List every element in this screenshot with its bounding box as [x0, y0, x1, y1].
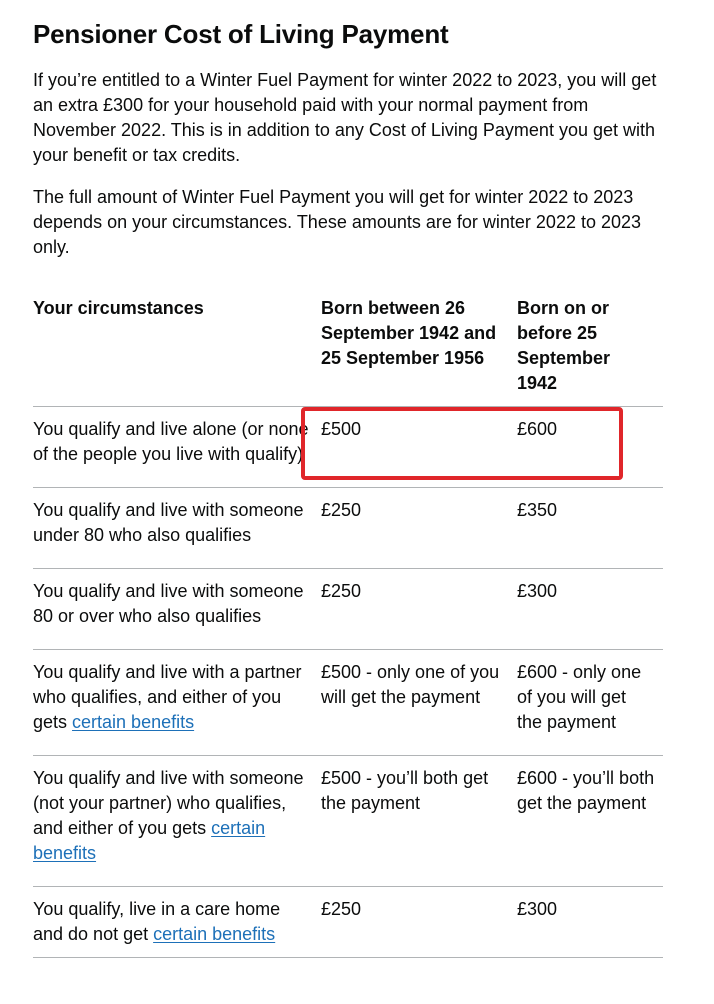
- amount-before-cell: £300: [517, 887, 663, 958]
- table-row: [33, 488, 663, 569]
- amount-between-cell: £250: [321, 488, 517, 569]
- amounts-paragraph: The full amount of Winter Fuel Payment you will get for winter 2022 to 2023 depends on your circumstances. These amounts are for winter 2022 to 2023 only.: [33, 187, 642, 257]
- highlight-annotation-box: [301, 407, 623, 480]
- intro-paragraph: If you’re entitled to a Winter Fuel Payment for winter 2022 to 2023, you will get an extra £300 for your household paid with your normal payment from November 2022. This is in addition to any Cost of Living Payment you get with your benefit or tax credits.: [33, 70, 657, 165]
- page-content: [33, 16, 663, 958]
- circumstance-cell: You qualify and live alone (or none of the people you live with qualify): [33, 407, 321, 488]
- amount-before-cell: £600 - you’ll both get the payment: [517, 756, 663, 887]
- circumstance-text: You qualify and live with a partner who qualifies, and either of you gets: [33, 662, 302, 732]
- circumstance-cell: [33, 887, 321, 958]
- circumstance-text: You qualify and live with someone (not your partner) who qualifies, and either of you gets: [33, 768, 304, 838]
- circumstance-cell: You qualify and live with someone under 80 who also qualifies: [33, 488, 321, 569]
- circumstance-cell: You qualify and live with someone 80 or over who also qualifies: [33, 569, 321, 650]
- circumstance-cell: [33, 650, 321, 756]
- circumstance-text: You qualify, live in a care home and do not get: [33, 899, 281, 944]
- amount-before-cell: £600: [517, 407, 663, 488]
- amount-before-cell: £300: [517, 569, 663, 650]
- table-row: [33, 650, 663, 756]
- header-born-between: Born between 26 September 1942 and 25 September 1956: [321, 298, 497, 368]
- amount-before-cell: £600 - only one of you will get the payment: [517, 650, 663, 756]
- certain-benefits-link[interactable]: certain benefits: [72, 712, 195, 732]
- amount-between-cell: £250: [321, 887, 517, 958]
- amount-before-cell: £350: [517, 488, 663, 569]
- certain-benefits-link[interactable]: certain benefits: [33, 818, 266, 863]
- payment-table: [33, 296, 663, 958]
- page-title: Pensioner Cost of Living Payment: [33, 19, 449, 49]
- amount-between-cell: £250: [321, 569, 517, 650]
- header-born-before: Born on or before 25 September 1942: [517, 298, 611, 393]
- certain-benefits-link[interactable]: certain benefits: [153, 924, 276, 944]
- amount-between-cell: £500 - you’ll both get the payment: [321, 756, 517, 887]
- header-circumstances: Your circumstances: [33, 298, 204, 318]
- table-row: [33, 569, 663, 650]
- table-row: [33, 887, 663, 958]
- amount-between-cell: £500 - only one of you will get the payment: [321, 650, 517, 756]
- circumstance-cell: [33, 756, 321, 887]
- amount-between-cell: £500: [321, 407, 517, 488]
- table-header-row: [33, 296, 663, 407]
- table-row: [33, 756, 663, 887]
